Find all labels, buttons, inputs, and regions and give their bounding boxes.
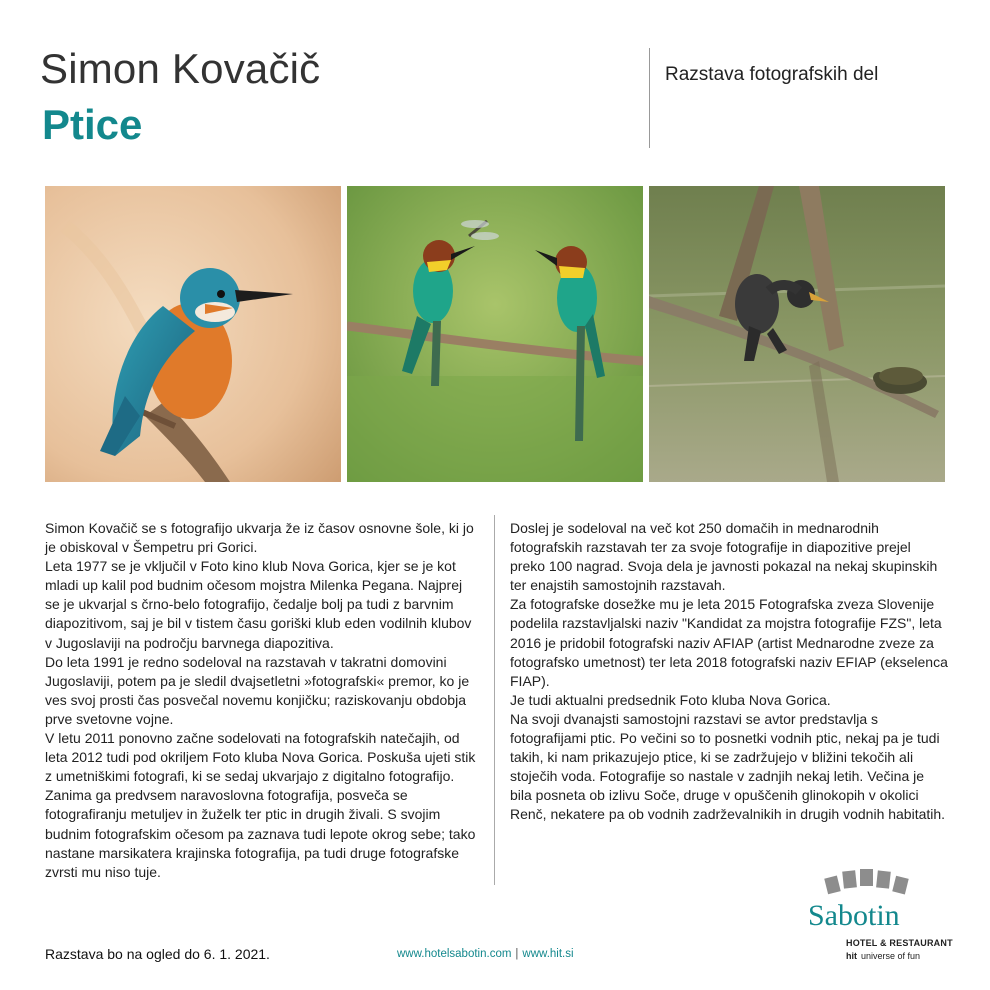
bio-paragraph: Za fotografske dosežke mu je leta 2015 Fotografska zveza Slovenije podelila razstavljalski naziv "Kandidat za mojstra fotografije FZS", leta 2016 je pridobil fotografski naziv AFIAP (artist Mednarodne zveze za fotografsko umetnost) ter leta 2018 fotografski naziv EFIAP (ekselenca FIAP). xyxy=(510,596,948,689)
photo-kingfisher xyxy=(45,186,341,482)
logo-subtitle: HOTEL & RESTAURANT xyxy=(846,938,953,948)
logo-blocks-icon xyxy=(806,863,951,897)
column-divider xyxy=(494,515,495,885)
exhibition-date-note: Razstava bo na ogled do 6. 1. 2021. xyxy=(45,946,270,962)
link-separator: | xyxy=(515,948,519,960)
footer-links xyxy=(397,948,574,960)
photo-bee-eaters xyxy=(347,186,643,482)
logo-tagline xyxy=(846,951,920,961)
bio-paragraph: Na svoji dvanajsti samostojni razstavi se avtor predstavlja s fotografijami ptic. Po večini so to posnetki vodnih ptic, nekaj pa je tudi takih, ki nam prikazujejo ptice, ki se zadržujejo v bližini tekočih ali stoječih voda. Fotografije so nastale v zadnjih nekaj letih. Večina je bila posneta ob izlivu Soče, druge v opuščenih glinokopih v okolici Renč, nekatere pa ob vodnih zadrževalnikih in drugih vodnih habitatih. xyxy=(510,710,946,823)
bio-column-left xyxy=(45,519,480,882)
bio-column-right xyxy=(510,519,948,825)
bio-paragraph: Leta 1977 se je vključil v Foto kino klub Nova Gorica, kjer se je kot mladi up kalil pod budnim očesom mojstra Milenka Pegana. Najprej se je ukvarjal s črno-belo fotografijo, čedalje bolj pa tudi z barvnim diapozitivom, saj je bil v tistem času goriški klub eden vodilnih klubov v Jugoslaviji na področju barvnega diapozitiva. xyxy=(45,558,472,651)
tagline-text: universe of fun xyxy=(861,951,921,961)
hotel-website-link[interactable]: www.hotelsabotin.com xyxy=(397,948,512,960)
photo-cormorant-turtle xyxy=(649,186,945,482)
exhibition-title: Ptice xyxy=(42,101,143,148)
exhibition-subtitle: Razstava fotografskih del xyxy=(665,64,879,85)
logo-name: Sabotin xyxy=(808,899,900,932)
hit-brand: hit xyxy=(846,951,857,961)
author-name: Simon Kovačič xyxy=(40,45,321,92)
header-divider xyxy=(649,48,650,148)
bio-paragraph: V letu 2011 ponovno začne sodelovati na fotografskih natečajih, od leta 2012 tudi pod okriljem Foto kluba Nova Gorica. Poskuša ujeti stik z umetniškimi fotografi, ki se sedaj ukvarjajo z digitalno fotografijo. Zanima ga predvsem naravoslovna fotografija, posveča se fotografiranju metuljev in žuželk ter ptic in drugih živali. S svojim budnim fotografskim očesom pa zaznava tudi lepote okrog sebe; tako nastane marsikatera krajinska fotografija, pa tudi druge fotografske zvrsti mu niso tuje. xyxy=(45,730,476,880)
bio-paragraph: Simon Kovačič se s fotografijo ukvarja že iz časov osnovne šole, ki jo je obiskoval v Šempetru pri Gorici. xyxy=(45,520,474,556)
sabotin-logo xyxy=(806,863,951,973)
hit-website-link[interactable]: www.hit.si xyxy=(522,948,574,960)
bio-paragraph: Do leta 1991 je redno sodeloval na razstavah v takratni domovini Jugoslaviji, potem pa je sledil dvajsetletni »fotografski« premor, ko je ves svoj prosti čas posvečal novemu konjičku; raziskovanju obdobja prve svetovne vojne. xyxy=(45,653,470,727)
bio-paragraph: Doslej je sodeloval na več kot 250 domačih in mednarodnih fotografskih razstavah ter za svoje fotografije in diapozitive prejel preko 100 nagrad. Svoja dela je javnosti pokazal na nekaj skupinskih ter enajstih samostojnih razstavah. xyxy=(510,520,938,594)
bio-paragraph: Je tudi aktualni predsednik Foto kluba Nova Gorica. xyxy=(510,691,831,708)
